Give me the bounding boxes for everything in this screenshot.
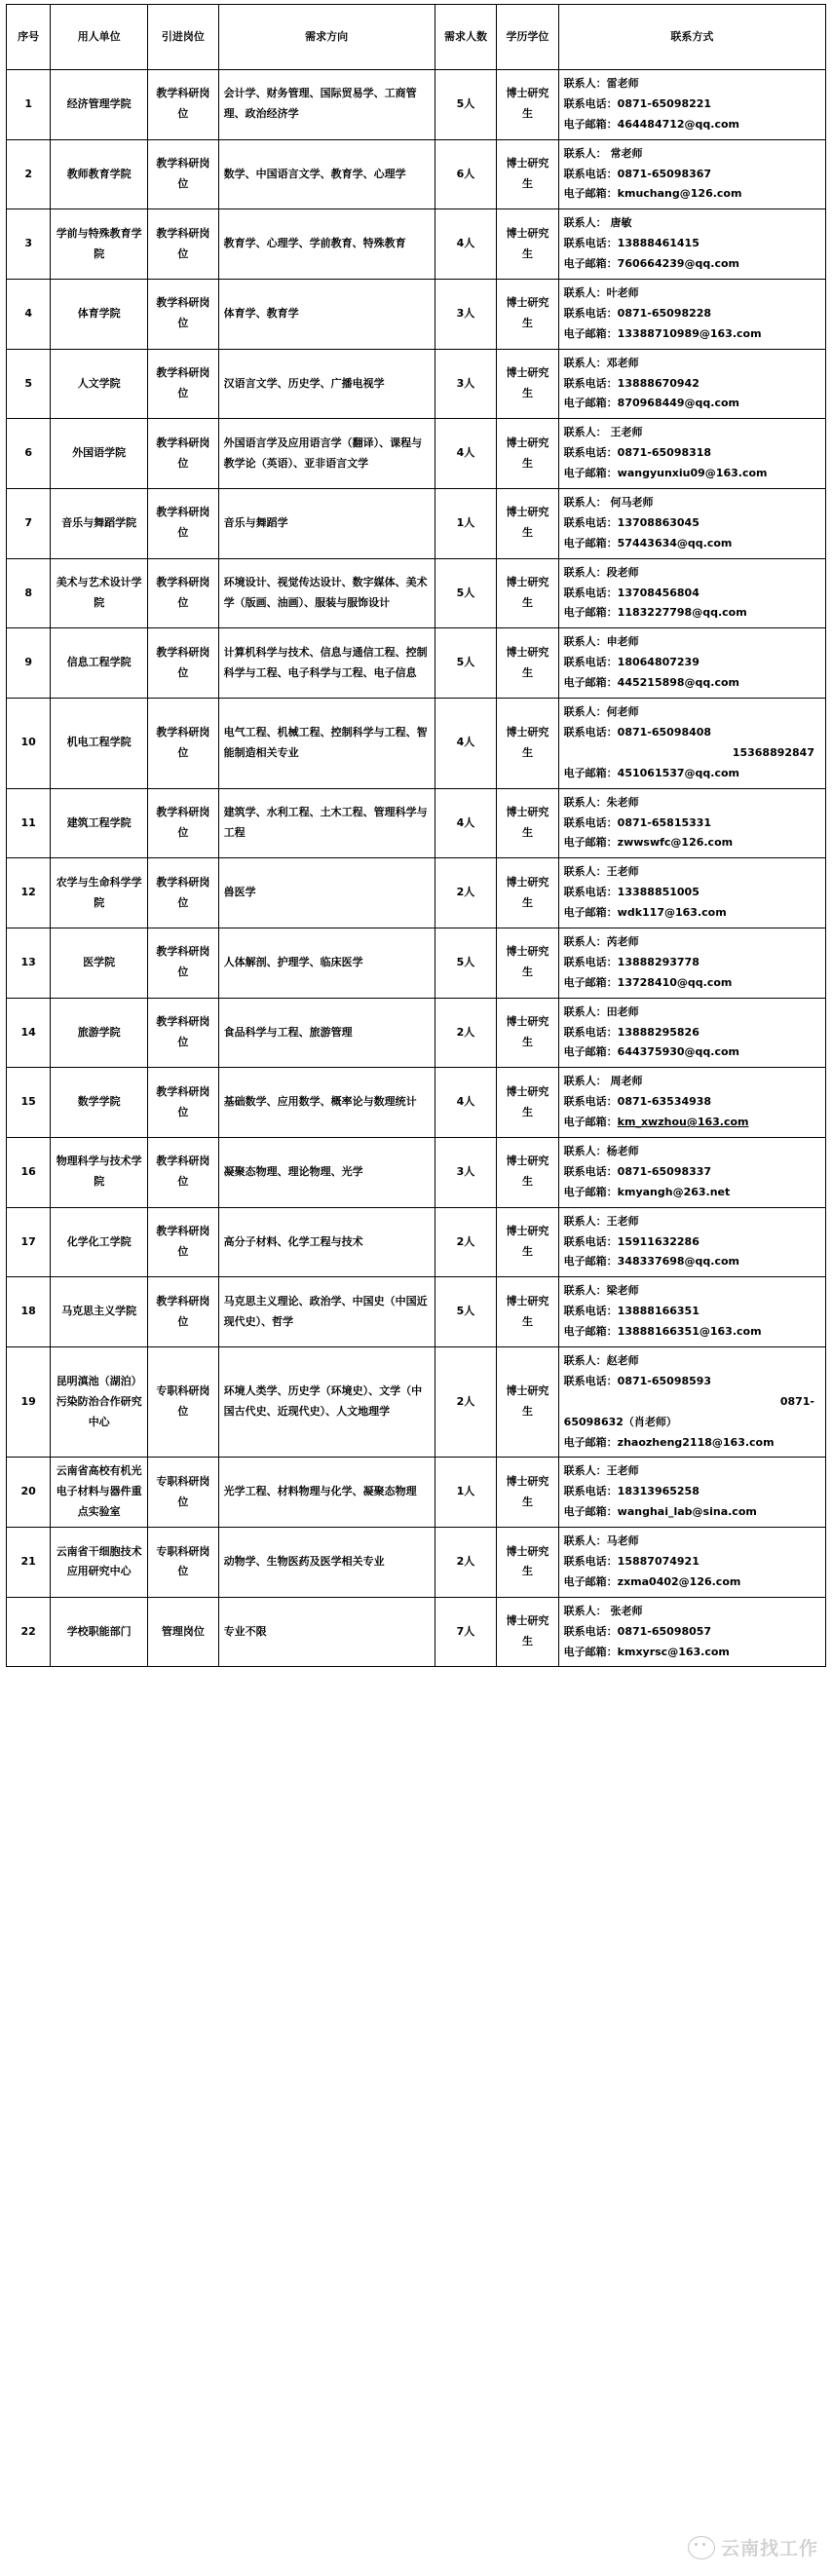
cell-no: 2 (7, 139, 51, 209)
contact-email: 电子邮箱：wdk117@163.com (563, 906, 727, 920)
cell-post: 专职科研岗位 (148, 1458, 219, 1528)
cell-post: 教学科研岗位 (148, 419, 219, 489)
contact-phone: 联系电话：0871-65815331 (563, 815, 712, 829)
contact-person: 联系人： 周老师 (563, 1075, 643, 1088)
column-header-count: 需求人数 (435, 5, 496, 70)
cell-no: 12 (7, 858, 51, 928)
contact-phone: 联系电话：0871-65098057 (563, 1624, 712, 1638)
column-header-contact: 联系方式 (558, 5, 825, 70)
cell-no: 9 (7, 628, 51, 699)
contact-person: 联系人：邓老师 (563, 356, 639, 369)
table-row (7, 858, 826, 928)
cell-unit: 学校职能部门 (51, 1597, 148, 1667)
cell-post: 教学科研岗位 (148, 699, 219, 789)
cell-contact (558, 1207, 825, 1277)
contact-email: 电子邮箱：km_xwzhou@163.com (563, 1116, 749, 1129)
table-body (7, 70, 826, 1667)
contact-phone: 联系电话：0871-65098318 (563, 446, 712, 460)
cell-unit: 昆明滇池（湖泊）污染防治合作研究中心 (51, 1346, 148, 1457)
contact-person: 联系人：朱老师 (563, 795, 639, 809)
table-header-row (7, 5, 826, 70)
cell-no: 13 (7, 928, 51, 998)
cell-count: 4人 (435, 788, 496, 858)
cell-post: 专职科研岗位 (148, 1346, 219, 1457)
contact-person: 联系人：杨老师 (563, 1144, 639, 1157)
table-row (7, 419, 826, 489)
cell-direction: 计算机科学与技术、信息与通信工程、控制科学与工程、电子科学与工程、电子信息 (218, 628, 435, 699)
contact-email: 电子邮箱：13728410@qq.com (563, 975, 733, 989)
cell-direction: 环境人类学、历史学（环境史）、文学（中国古代史、近现代史）、人文地理学 (218, 1346, 435, 1457)
table-header (7, 5, 826, 70)
cell-post: 教学科研岗位 (148, 1207, 219, 1277)
cell-count: 2人 (435, 1528, 496, 1598)
cell-direction: 体育学、教育学 (218, 280, 435, 350)
contact-person: 联系人：梁老师 (563, 1284, 639, 1298)
cell-degree: 博士研究生 (497, 1068, 558, 1138)
contact-phone: 联系电话：13888166351 (563, 1305, 700, 1318)
contact-email-link[interactable]: km_xwzhou@163.com (617, 1116, 749, 1129)
column-header-post: 引进岗位 (148, 5, 219, 70)
table-row (7, 1137, 826, 1207)
cell-unit: 经济管理学院 (51, 70, 148, 140)
cell-no: 17 (7, 1207, 51, 1277)
cell-degree: 博士研究生 (497, 628, 558, 699)
table-row (7, 699, 826, 789)
cell-unit: 音乐与舞蹈学院 (51, 489, 148, 559)
cell-unit: 学前与特殊教育学院 (51, 209, 148, 280)
contact-person: 联系人：王老师 (563, 1214, 639, 1228)
cell-unit: 云南省高校有机光电子材料与器件重点实验室 (51, 1458, 148, 1528)
cell-contact (558, 1137, 825, 1207)
cell-degree: 博士研究生 (497, 1458, 558, 1528)
contact-phone: 联系电话：13388851005 (563, 886, 700, 899)
cell-count: 2人 (435, 858, 496, 928)
cell-count: 4人 (435, 1068, 496, 1138)
column-header-unit: 用人单位 (51, 5, 148, 70)
cell-unit: 数学学院 (51, 1068, 148, 1138)
contact-email: 电子邮箱：kmxyrsc@163.com (563, 1645, 730, 1658)
cell-contact (558, 1277, 825, 1347)
cell-post: 教学科研岗位 (148, 928, 219, 998)
cell-direction: 专业不限 (218, 1597, 435, 1667)
cell-no: 20 (7, 1458, 51, 1528)
column-header-no: 序号 (7, 5, 51, 70)
cell-direction: 人体解剖、护理学、临床医学 (218, 928, 435, 998)
cell-post: 教学科研岗位 (148, 788, 219, 858)
cell-count: 3人 (435, 1137, 496, 1207)
cell-no: 10 (7, 699, 51, 789)
contact-phone-extra: 15368892847 (732, 745, 814, 759)
table-row (7, 280, 826, 350)
cell-unit: 机电工程学院 (51, 699, 148, 789)
cell-degree: 博士研究生 (497, 419, 558, 489)
cell-no: 15 (7, 1068, 51, 1138)
contact-email: 电子邮箱：57443634@qq.com (563, 536, 733, 549)
cell-degree: 博士研究生 (497, 1207, 558, 1277)
contact-phone: 联系电话：13888293778 (563, 955, 700, 968)
cell-post: 教学科研岗位 (148, 628, 219, 699)
cell-post: 教学科研岗位 (148, 139, 219, 209)
contact-person: 联系人：马老师 (563, 1534, 639, 1548)
contact-email: 电子邮箱：zwwswfc@126.com (563, 836, 734, 850)
contact-phone: 联系电话：0871-65098337 (563, 1164, 712, 1178)
contact-phone: 联系电话：13888670942 (563, 376, 700, 390)
contact-person: 联系人：赵老师 (563, 1353, 639, 1367)
cell-unit: 体育学院 (51, 280, 148, 350)
contact-phone: 联系电话：15911632286 (563, 1234, 700, 1248)
contact-person: 联系人： 常老师 (563, 146, 643, 160)
cell-post: 教学科研岗位 (148, 489, 219, 559)
recruitment-table (6, 4, 826, 1667)
contact-email: 电子邮箱：451061537@qq.com (563, 766, 740, 779)
table-row (7, 1528, 826, 1598)
cell-count: 2人 (435, 1207, 496, 1277)
cell-unit: 化学化工学院 (51, 1207, 148, 1277)
cell-contact (558, 349, 825, 419)
table-row (7, 209, 826, 280)
cell-no: 6 (7, 419, 51, 489)
cell-degree: 博士研究生 (497, 1528, 558, 1598)
cell-direction: 外国语言学及应用语言学（翻译）、课程与教学论（英语）、亚非语言文学 (218, 419, 435, 489)
cell-count: 3人 (435, 349, 496, 419)
contact-email: 电子邮箱：870968449@qq.com (563, 397, 740, 410)
contact-person: 联系人：段老师 (563, 565, 639, 579)
cell-contact (558, 928, 825, 998)
cell-degree: 博士研究生 (497, 1346, 558, 1457)
cell-contact (558, 139, 825, 209)
contact-phone: 联系电话：18064807239 (563, 656, 700, 669)
cell-contact (558, 558, 825, 628)
cell-count: 6人 (435, 139, 496, 209)
cell-unit: 人文学院 (51, 349, 148, 419)
watermark (688, 2534, 818, 2560)
cell-no: 1 (7, 70, 51, 140)
cell-post: 教学科研岗位 (148, 1277, 219, 1347)
cell-post: 管理岗位 (148, 1597, 219, 1667)
cell-direction: 数学、中国语言文学、教育学、心理学 (218, 139, 435, 209)
cell-direction: 环境设计、视觉传达设计、数字媒体、美术学（版画、油画）、服装与服饰设计 (218, 558, 435, 628)
cell-unit: 外国语学院 (51, 419, 148, 489)
table-row (7, 139, 826, 209)
contact-person: 联系人： 张老师 (563, 1604, 643, 1617)
contact-phone: 联系电话：15887074921 (563, 1555, 700, 1568)
cell-count: 5人 (435, 1277, 496, 1347)
cell-count: 1人 (435, 1458, 496, 1528)
contact-email: 电子邮箱：760664239@qq.com (563, 257, 740, 271)
cell-contact (558, 628, 825, 699)
contact-email: 电子邮箱：644375930@qq.com (563, 1045, 740, 1059)
cell-direction: 动物学、生物医药及医学相关专业 (218, 1528, 435, 1598)
contact-email: 电子邮箱：13388710989@163.com (563, 326, 762, 340)
contact-email: 电子邮箱：464484712@qq.com (563, 117, 740, 131)
cell-no: 16 (7, 1137, 51, 1207)
table-row (7, 928, 826, 998)
cell-contact (558, 489, 825, 559)
cell-contact (558, 788, 825, 858)
cell-degree: 博士研究生 (497, 1137, 558, 1207)
contact-person: 联系人：田老师 (563, 1004, 639, 1018)
cell-no: 14 (7, 998, 51, 1068)
contact-email: 电子邮箱：wanghai_lab@sina.com (563, 1505, 757, 1519)
cell-direction: 教育学、心理学、学前教育、特殊教育 (218, 209, 435, 280)
cell-unit: 物理科学与技术学院 (51, 1137, 148, 1207)
contact-email: 电子邮箱：zxma0402@126.com (563, 1574, 741, 1588)
cell-degree: 博士研究生 (497, 858, 558, 928)
cell-count: 5人 (435, 628, 496, 699)
cell-no: 4 (7, 280, 51, 350)
contact-email: 电子邮箱：kmuchang@126.com (563, 187, 742, 201)
wechat-official-account-icon (688, 2536, 715, 2559)
table-row (7, 1207, 826, 1277)
table-row (7, 1597, 826, 1667)
contact-person: 联系人：芮老师 (563, 934, 639, 948)
cell-direction: 基础数学、应用数学、概率论与数理统计 (218, 1068, 435, 1138)
cell-degree: 博士研究生 (497, 558, 558, 628)
cell-direction: 光学工程、材料物理与化学、凝聚态物理 (218, 1458, 435, 1528)
cell-unit: 旅游学院 (51, 998, 148, 1068)
cell-post: 教学科研岗位 (148, 1137, 219, 1207)
cell-post: 教学科研岗位 (148, 858, 219, 928)
contact-phone-extra-2: 65098632（肖老师） (563, 1415, 677, 1428)
cell-degree: 博士研究生 (497, 139, 558, 209)
contact-person: 联系人： 王老师 (563, 426, 643, 439)
cell-degree: 博士研究生 (497, 1277, 558, 1347)
contact-person: 联系人：叶老师 (563, 286, 639, 300)
cell-count: 4人 (435, 699, 496, 789)
contact-person: 联系人：何老师 (563, 705, 639, 719)
cell-degree: 博士研究生 (497, 280, 558, 350)
cell-post: 专职科研岗位 (148, 1528, 219, 1598)
cell-contact (558, 280, 825, 350)
contact-phone: 联系电话：0871-65098593 (563, 1374, 712, 1387)
cell-degree: 博士研究生 (497, 928, 558, 998)
contact-email: 电子邮箱：13888166351@163.com (563, 1325, 762, 1339)
table-row (7, 558, 826, 628)
watermark-label: 云南找工作 (720, 2538, 818, 2559)
contact-phone: 联系电话：13708863045 (563, 515, 700, 529)
cell-direction: 食品科学与工程、旅游管理 (218, 998, 435, 1068)
cell-contact (558, 70, 825, 140)
cell-no: 22 (7, 1597, 51, 1667)
cell-direction: 会计学、财务管理、国际贸易学、工商管理、政治经济学 (218, 70, 435, 140)
table-row (7, 788, 826, 858)
cell-contact (558, 699, 825, 789)
cell-degree: 博士研究生 (497, 699, 558, 789)
table-row (7, 628, 826, 699)
cell-count: 4人 (435, 209, 496, 280)
cell-count: 2人 (435, 998, 496, 1068)
cell-count: 5人 (435, 928, 496, 998)
cell-count: 5人 (435, 558, 496, 628)
cell-no: 8 (7, 558, 51, 628)
cell-count: 7人 (435, 1597, 496, 1667)
cell-contact (558, 1528, 825, 1598)
cell-post: 教学科研岗位 (148, 349, 219, 419)
cell-contact (558, 1597, 825, 1667)
contact-phone: 联系电话：13708456804 (563, 586, 700, 599)
cell-no: 7 (7, 489, 51, 559)
table-row (7, 1277, 826, 1347)
cell-contact (558, 1458, 825, 1528)
contact-phone: 联系电话：13888295826 (563, 1025, 700, 1039)
cell-unit: 农学与生命科学学院 (51, 858, 148, 928)
contact-email: 电子邮箱：1183227798@qq.com (563, 606, 747, 620)
cell-unit: 信息工程学院 (51, 628, 148, 699)
cell-contact (558, 858, 825, 928)
cell-contact (558, 419, 825, 489)
contact-email: 电子邮箱：zhaozheng2118@163.com (563, 1435, 775, 1449)
cell-post: 教学科研岗位 (148, 280, 219, 350)
contact-phone: 联系电话：0871-65098221 (563, 96, 712, 110)
contact-email: 电子邮箱：348337698@qq.com (563, 1255, 740, 1269)
cell-count: 4人 (435, 419, 496, 489)
cell-degree: 博士研究生 (497, 70, 558, 140)
table-row (7, 489, 826, 559)
column-header-direction: 需求方向 (218, 5, 435, 70)
cell-unit: 马克思主义学院 (51, 1277, 148, 1347)
cell-direction: 马克思主义理论、政治学、中国史（中国近现代史）、哲学 (218, 1277, 435, 1347)
cell-count: 3人 (435, 280, 496, 350)
cell-no: 3 (7, 209, 51, 280)
table-row (7, 1068, 826, 1138)
cell-no: 21 (7, 1528, 51, 1598)
column-header-degree: 学历学位 (497, 5, 558, 70)
contact-person: 联系人： 何马老师 (563, 496, 654, 510)
cell-post: 教学科研岗位 (148, 209, 219, 280)
cell-no: 18 (7, 1277, 51, 1347)
cell-post: 教学科研岗位 (148, 1068, 219, 1138)
contact-email: 电子邮箱：445215898@qq.com (563, 676, 740, 690)
cell-contact (558, 998, 825, 1068)
contact-person: 联系人：雷老师 (563, 77, 639, 90)
contact-person: 联系人：王老师 (563, 1464, 639, 1478)
cell-count: 2人 (435, 1346, 496, 1457)
contact-phone: 联系电话：0871-65098367 (563, 167, 712, 180)
cell-direction: 建筑学、水利工程、土木工程、管理科学与工程 (218, 788, 435, 858)
contact-phone: 联系电话：0871-63534938 (563, 1095, 712, 1109)
cell-unit: 教师教育学院 (51, 139, 148, 209)
cell-contact (558, 1346, 825, 1457)
cell-unit: 建筑工程学院 (51, 788, 148, 858)
cell-degree: 博士研究生 (497, 489, 558, 559)
contact-email: 电子邮箱：wangyunxiu09@163.com (563, 467, 768, 480)
contact-phone: 联系电话：18313965258 (563, 1485, 700, 1498)
contact-phone: 联系电话：0871-65098408 (563, 725, 712, 739)
contact-phone: 联系电话：13888461415 (563, 237, 700, 250)
cell-degree: 博士研究生 (497, 788, 558, 858)
cell-degree: 博士研究生 (497, 209, 558, 280)
table-row (7, 349, 826, 419)
cell-direction: 高分子材料、化学工程与技术 (218, 1207, 435, 1277)
contact-person: 联系人： 唐敏 (563, 216, 632, 230)
cell-post: 教学科研岗位 (148, 558, 219, 628)
cell-degree: 博士研究生 (497, 349, 558, 419)
cell-direction: 音乐与舞蹈学 (218, 489, 435, 559)
table-row (7, 998, 826, 1068)
cell-no: 5 (7, 349, 51, 419)
cell-degree: 博士研究生 (497, 1597, 558, 1667)
table-row (7, 70, 826, 140)
cell-contact (558, 1068, 825, 1138)
cell-direction: 凝聚态物理、理论物理、光学 (218, 1137, 435, 1207)
cell-no: 19 (7, 1346, 51, 1457)
contact-person: 联系人：申老师 (563, 635, 639, 649)
cell-direction: 电气工程、机械工程、控制科学与工程、智能制造相关专业 (218, 699, 435, 789)
cell-no: 11 (7, 788, 51, 858)
contact-phone-extra: 0871- (779, 1394, 814, 1408)
cell-degree: 博士研究生 (497, 998, 558, 1068)
contact-email: 电子邮箱：kmyangh@263.net (563, 1185, 731, 1198)
cell-unit: 美术与艺术设计学院 (51, 558, 148, 628)
table-row (7, 1346, 826, 1457)
cell-count: 1人 (435, 489, 496, 559)
cell-post: 教学科研岗位 (148, 998, 219, 1068)
contact-phone: 联系电话：0871-65098228 (563, 306, 712, 320)
cell-contact (558, 209, 825, 280)
cell-unit: 云南省干细胞技术应用研究中心 (51, 1528, 148, 1598)
cell-unit: 医学院 (51, 928, 148, 998)
cell-direction: 汉语言文学、历史学、广播电视学 (218, 349, 435, 419)
table-row (7, 1458, 826, 1528)
cell-direction: 兽医学 (218, 858, 435, 928)
cell-post: 教学科研岗位 (148, 70, 219, 140)
contact-person: 联系人：王老师 (563, 865, 639, 879)
cell-count: 5人 (435, 70, 496, 140)
